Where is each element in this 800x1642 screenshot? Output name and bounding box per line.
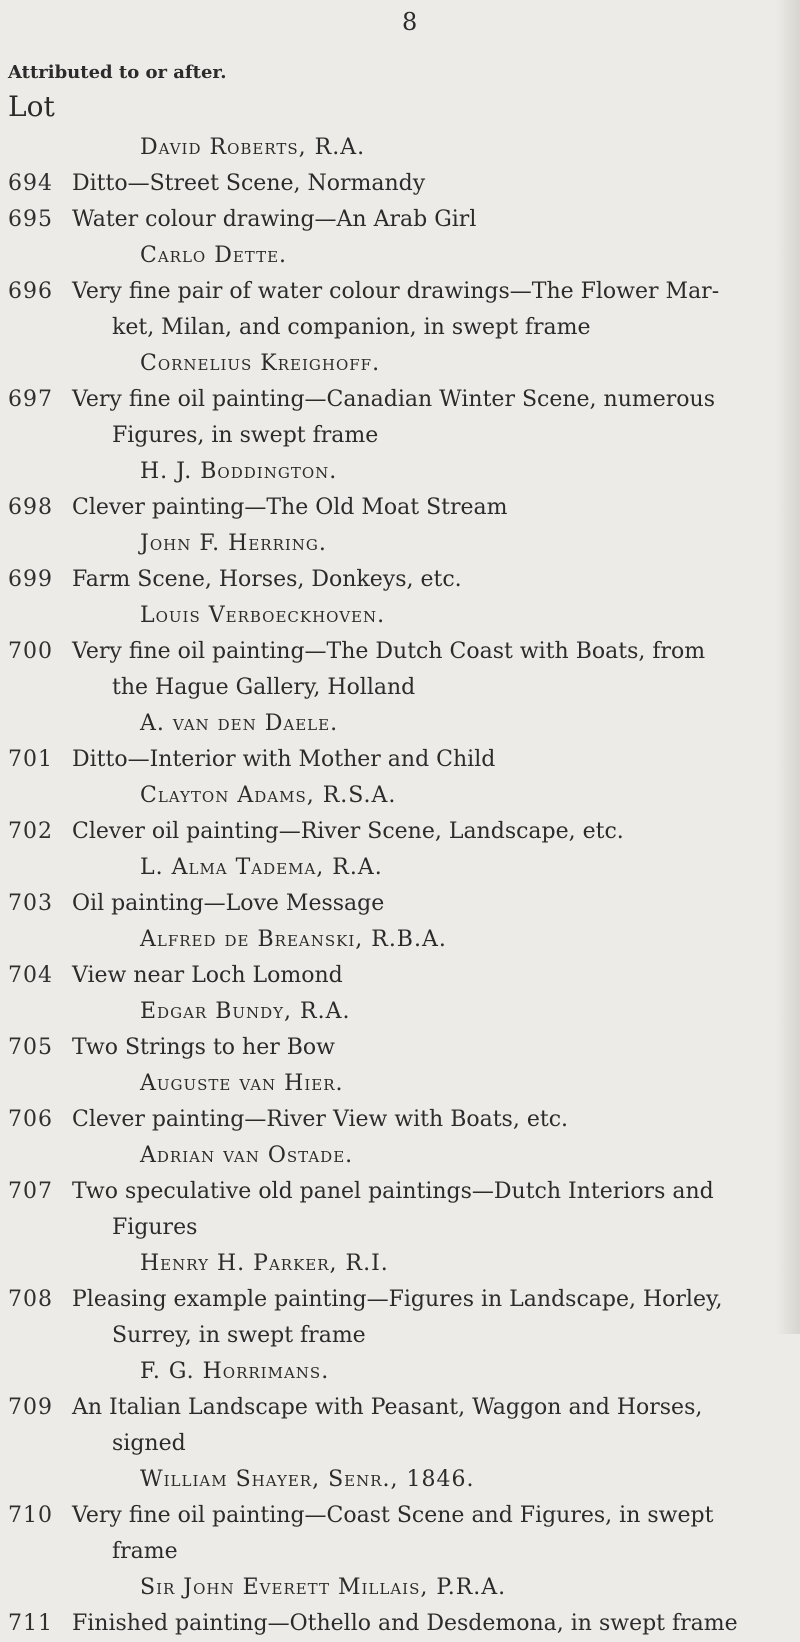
lot-description [56, 1390, 800, 1462]
lot-entry [0, 886, 800, 922]
lot-description-continuation: Figures [112, 1215, 198, 1240]
lot-entry [0, 1282, 800, 1354]
lot-entry [0, 1390, 800, 1462]
artist-name: Alfred de Breanski, R.B.A. [140, 927, 447, 952]
artist-name: Carlo Dettе. [140, 243, 288, 268]
lot-description [56, 202, 800, 238]
lot-entry [0, 814, 800, 850]
lot-entry [0, 274, 800, 346]
lot-number: 696 [8, 279, 53, 304]
lot-description-line: Very fine oil painting—Coast Scene and Figures, in swept [72, 1503, 714, 1528]
lot-number: 708 [8, 1287, 53, 1312]
lot-entry [0, 958, 800, 994]
artist-name: L. Alma Tadema, R.A. [140, 855, 383, 880]
lot-entry [0, 562, 800, 598]
lot-entry [0, 1174, 800, 1246]
lot-description [56, 1606, 800, 1642]
lot-description-line: Ditto—Interior with Mother and Child [72, 747, 496, 772]
lot-entry [0, 742, 800, 778]
artist-name: Cornelius Kreighoff. [140, 351, 381, 376]
lot-number: 707 [8, 1179, 53, 1204]
lot-number: 695 [8, 207, 53, 232]
lot-entry [0, 1498, 800, 1570]
artist-name: John F. Herring. [140, 531, 327, 556]
lot-description [56, 382, 800, 454]
lot-description-line: Water colour drawing—An Arab Girl [72, 207, 477, 232]
lot-description [56, 814, 800, 850]
lot-description-line: Finished painting—Othello and Desdemona, in swept frame [72, 1611, 738, 1636]
lot-description-continuation: ket, Milan, and companion, in swept frame [112, 315, 591, 340]
lot-entry [0, 166, 800, 202]
lot-number: 703 [8, 891, 53, 916]
lot-description-line: View near Loch Lomond [72, 963, 343, 988]
lot-description-continuation: Surrey, in swept frame [112, 1323, 366, 1348]
lot-entry [0, 382, 800, 454]
lot-number: 705 [8, 1035, 53, 1060]
lot-description [56, 274, 800, 346]
lot-entry [0, 202, 800, 238]
lot-number: 694 [8, 171, 53, 196]
lot-entry [0, 1102, 800, 1138]
artist-name: Louis Verboeckhoven. [140, 603, 386, 628]
lot-entry [0, 490, 800, 526]
lot-number: 697 [8, 387, 53, 412]
lot-number: 700 [8, 639, 53, 664]
lot-description [56, 886, 800, 922]
lot-entry [0, 634, 800, 706]
artist-name: A. van den Daele. [140, 711, 339, 736]
artist-name: H. J. Boddington. [140, 459, 338, 484]
lot-description [56, 490, 800, 526]
lot-description-line: Ditto—Street Scene, Normandy [72, 171, 426, 196]
lot-description-line: Clever painting—The Old Moat Stream [72, 495, 508, 520]
lot-description [56, 1102, 800, 1138]
lot-description-continuation: frame [112, 1539, 178, 1564]
lot-description-continuation: the Hague Gallery, Holland [112, 675, 416, 700]
lot-entry [0, 1606, 800, 1642]
lot-number: 710 [8, 1503, 53, 1528]
lot-number: 704 [8, 963, 53, 988]
lot-description [56, 166, 800, 202]
lot-description-continuation: signed [112, 1431, 186, 1456]
lot-description-line: Pleasing example painting—Figures in Landscape, Horley, [72, 1287, 723, 1312]
lot-number: 702 [8, 819, 53, 844]
artist-name: Henry H. Parker, R.I. [140, 1251, 389, 1276]
lot-description-line: Very fine oil painting—Canadian Winter Scene, numerous [72, 387, 715, 412]
lot-entry [0, 1030, 800, 1066]
catalog-list [0, 130, 800, 1642]
artist-name: F. G. Horrimans. [140, 1359, 330, 1384]
lot-description-line: Very fine pair of water colour drawings—The Flower Mar- [72, 279, 720, 304]
lot-description-continuation: Figures, in swept frame [112, 423, 379, 448]
artist-name: Edgar Bundy, R.A. [140, 999, 351, 1024]
lot-number: 706 [8, 1107, 53, 1132]
lot-description-line: Farm Scene, Horses, Donkeys, etc. [72, 567, 462, 592]
lot-description [56, 1282, 800, 1354]
lot-description [56, 562, 800, 598]
page-edge-shadow [776, 0, 800, 1334]
lot-description-line: Two speculative old panel paintings—Dutch Interiors and [72, 1179, 714, 1204]
lot-description-line: An Italian Landscape with Peasant, Waggon and Horses, [72, 1395, 703, 1420]
section-note: Attributed to or after. [8, 62, 227, 83]
lot-description [56, 742, 800, 778]
lot-description-line: Clever oil painting—River Scene, Landscape, etc. [72, 819, 624, 844]
lot-description-line: Two Strings to her Bow [72, 1035, 335, 1060]
artist-name: William Shayer, Senr., 1846. [140, 1467, 475, 1492]
lot-number: 699 [8, 567, 53, 592]
lot-number: 701 [8, 747, 53, 772]
lot-number: 709 [8, 1395, 53, 1420]
artist-name: Clayton Adams, R.S.A. [140, 783, 397, 808]
lot-description [56, 1498, 800, 1570]
artist-name: Sir John Everett Millais, P.R.A. [140, 1575, 507, 1600]
artist-name: Auguste van Hier. [140, 1071, 344, 1096]
lot-description [56, 634, 800, 706]
lot-column-heading: Lot [8, 90, 55, 123]
lot-number: 711 [8, 1611, 53, 1636]
lot-description-line: Oil painting—Love Message [72, 891, 385, 916]
artist-name: David Roberts, R.A. [140, 135, 366, 160]
lot-description-line: Clever painting—River View with Boats, etc. [72, 1107, 569, 1132]
lot-description [56, 1174, 800, 1246]
artist-name: Adrian van Ostade. [140, 1143, 354, 1168]
lot-description [56, 1030, 800, 1066]
lot-description [56, 958, 800, 994]
lot-description-line: Very fine oil painting—The Dutch Coast with Boats, from [72, 639, 706, 664]
page-number: 8 [402, 8, 419, 36]
lot-number: 698 [8, 495, 53, 520]
